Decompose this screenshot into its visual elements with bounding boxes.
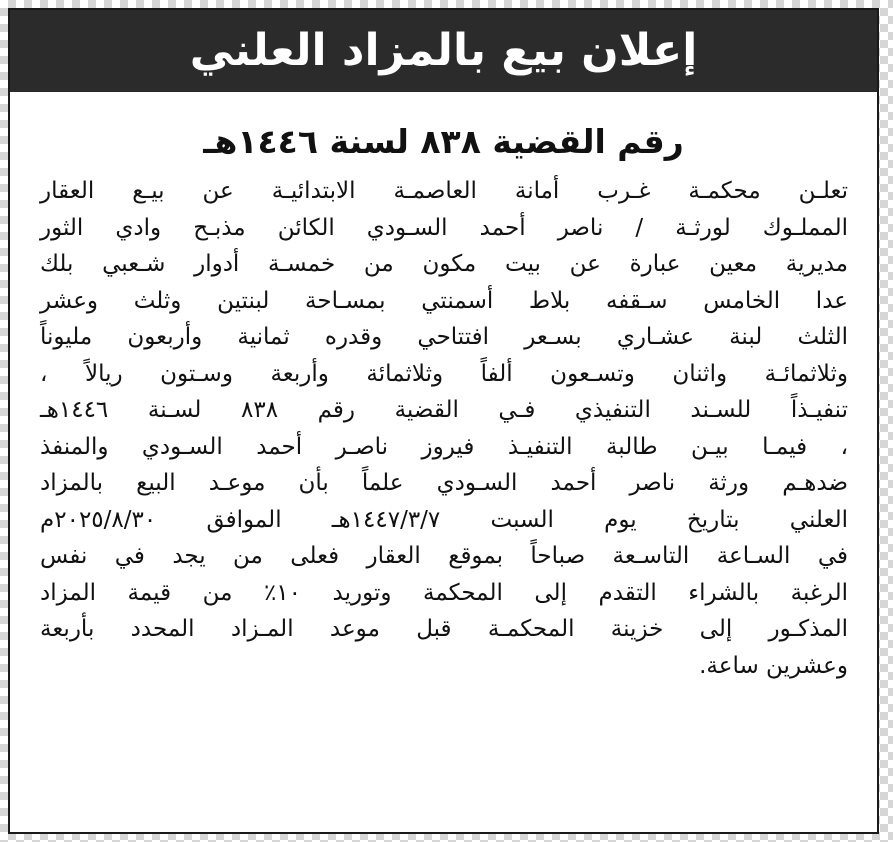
body-line: المملـوك لورثـة / ناصر أحمد السـودي الكائن مذبـح وادي الثور — [40, 214, 848, 241]
body-line: المذكـور إلى خزينة المحكمـة قبل موعد المـزاد المحدد بأربعة — [40, 616, 848, 642]
body-line: الرغبة بالشراء التقدم إلى المحكمة وتوريد ١٠٪ من قيمة المزاد — [40, 579, 848, 606]
body-line: تنفيـذاً للسـند التنفيذي فـي القضية رقم ٨٣٨ لسـنة ١٤٤٦هـ — [40, 397, 848, 423]
announcement-body — [40, 173, 848, 684]
announcement-banner — [10, 10, 877, 92]
body-line: في السـاعة التاسـعة صباحاً بموقع العقار فعلى من يجد في نفس — [40, 543, 848, 569]
body-line: العلني بتاريخ يوم السبت ١٤٤٧/٣/٧هـ الموافق ٢٠٢٥/٨/٣٠م — [40, 506, 848, 533]
body-line: تعلـن محكمـة غـرب أمانة العاصمـة الابتدائيـة عن بيـع العقار — [40, 178, 848, 204]
case-number-title: رقم القضية ٨٣٨ لسنة ١٤٤٦هـ — [203, 122, 684, 161]
body-line: عدا الخامس سـقفه بلاط أسمنتي بمسـاحة لبنتين وثلث وعشر — [40, 287, 848, 314]
body-line: مديرية معين عبارة عن بيت مكون من خمسـة أدوار شـعبي بلك — [40, 251, 848, 277]
body-line: وعشرين ساعة. — [699, 652, 848, 679]
body-line: وثلاثمائـة واثنان وتسـعون ألفاً وثلاثمائة وأربعة وسـتون ريالاً ، — [40, 360, 848, 387]
body-line: الثلث لبنة عشـاري بسـعر افتتاحي وقدره ثمانية وأربعون مليوناً — [40, 324, 848, 350]
announcement-frame — [8, 8, 879, 834]
body-line: ضدهـم ورثة ناصر أحمد السـودي علماً بأن موعـد البيع بالمزاد — [40, 470, 848, 496]
banner-title: إعلان بيع بالمزاد العلني — [189, 25, 698, 76]
body-line: ، فيمـا بيـن طالبة التنفيـذ فيروز ناصـر أحمد السـودي والمنفذ — [40, 433, 848, 460]
